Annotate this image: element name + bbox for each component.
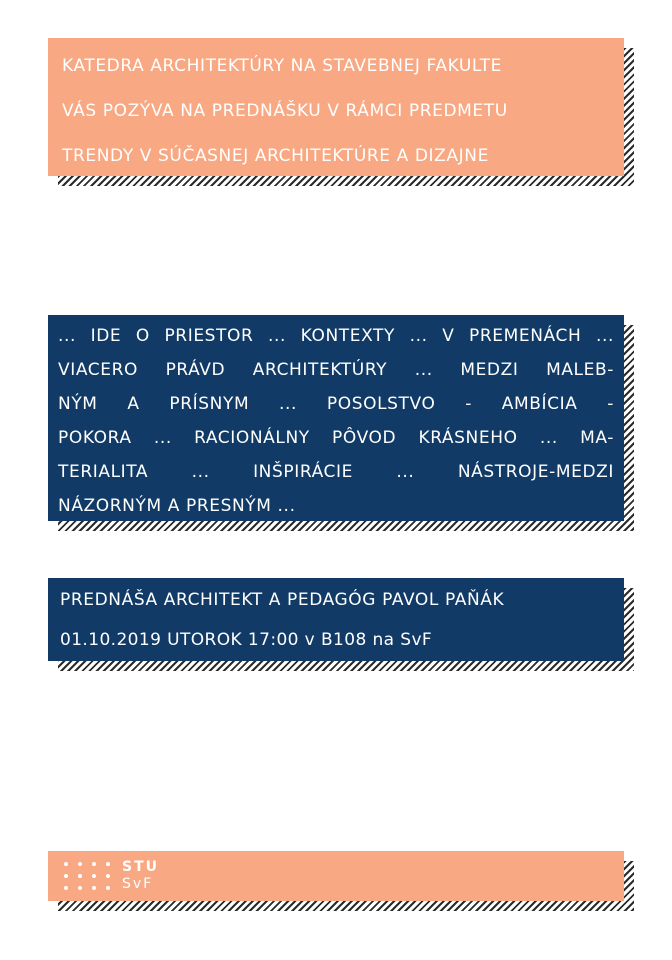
topics-word: PRIESTOR: [164, 326, 254, 346]
topics-word: MALEB-: [546, 360, 614, 380]
footer-block: [48, 851, 624, 901]
header-panel: [48, 38, 624, 176]
topics-word: NÝM: [58, 394, 98, 414]
topics-line: [58, 489, 614, 523]
logo-line-1: STU: [122, 859, 160, 875]
topics-word: ...: [595, 326, 614, 346]
topics-word: ...: [268, 326, 287, 346]
topics-word: IDE: [90, 326, 122, 346]
topics-word: KONTEXTY: [300, 326, 395, 346]
topics-word: ARCHITEKTÚRY: [252, 360, 388, 380]
topics-word: V: [442, 326, 455, 346]
topics-word: KRÁSNEHO: [418, 428, 518, 448]
topics-block: [48, 315, 624, 521]
topics-line: [58, 319, 614, 353]
topics-word: POKORA: [58, 428, 132, 448]
topics-word: PÔVOD: [332, 428, 397, 448]
topics-word: PRÍSNYM: [169, 394, 250, 414]
lecture-speaker: PREDNÁŠA ARCHITEKT A PEDAGÓG PAVOL PAŇÁK: [60, 590, 505, 610]
topics-word: MEDZI: [460, 360, 519, 380]
topics-panel: [48, 315, 624, 521]
topics-word: RACIONÁLNY: [194, 428, 310, 448]
topics-word: TERIALITA: [58, 462, 149, 482]
topics-word: O: [135, 326, 150, 346]
topics-word: ...: [414, 360, 433, 380]
topics-word: ...: [279, 394, 298, 414]
topics-line: [58, 387, 614, 421]
logo-line-2: SvF: [122, 876, 154, 892]
topics-word: ...: [396, 462, 415, 482]
topics-word: -: [465, 394, 472, 414]
topics-line: [58, 421, 614, 455]
topics-word: ...: [58, 326, 77, 346]
topics-word: NÁZORNÝM A PRESNÝM ...: [58, 496, 296, 516]
topics-word: ...: [153, 428, 172, 448]
header-line-3: TRENDY V SÚČASNEJ ARCHITEKTÚRE A DIZAJNE: [62, 146, 489, 166]
lecture-panel: [48, 578, 624, 661]
footer-panel: [48, 851, 624, 901]
topics-word: POSOLSTVO: [326, 394, 436, 414]
invitation-header: [48, 38, 624, 176]
lecture-datetime: 01.10.2019 UTOROK 17:00 v B108 na SvF: [60, 630, 433, 650]
topics-word: ...: [539, 428, 558, 448]
topics-word: INŠPIRÁCIE: [253, 462, 353, 482]
topics-word: NÁSTROJE-MEDZI: [457, 462, 614, 482]
topics-word: -: [607, 394, 614, 414]
topics-line: [58, 353, 614, 387]
topics-word: PRÁVD: [165, 360, 226, 380]
topics-word: ...: [409, 326, 428, 346]
lecture-block: [48, 578, 624, 661]
topics-line: [58, 455, 614, 489]
stu-logo-dots-icon: [64, 862, 112, 890]
topics-word: VIACERO: [58, 360, 138, 380]
topics-word: PREMENÁCH: [469, 326, 582, 346]
header-line-1: KATEDRA ARCHITEKTÚRY NA STAVEBNEJ FAKULTE: [62, 56, 502, 76]
stu-logo: [122, 859, 159, 893]
topics-word: AMBÍCIA: [501, 394, 578, 414]
topics-word: MA-: [580, 428, 614, 448]
header-line-2: VÁS POZÝVA NA PREDNÁŠKU V RÁMCI PREDMETU: [62, 101, 508, 121]
topics-word: ...: [191, 462, 210, 482]
topics-word: A: [127, 394, 140, 414]
